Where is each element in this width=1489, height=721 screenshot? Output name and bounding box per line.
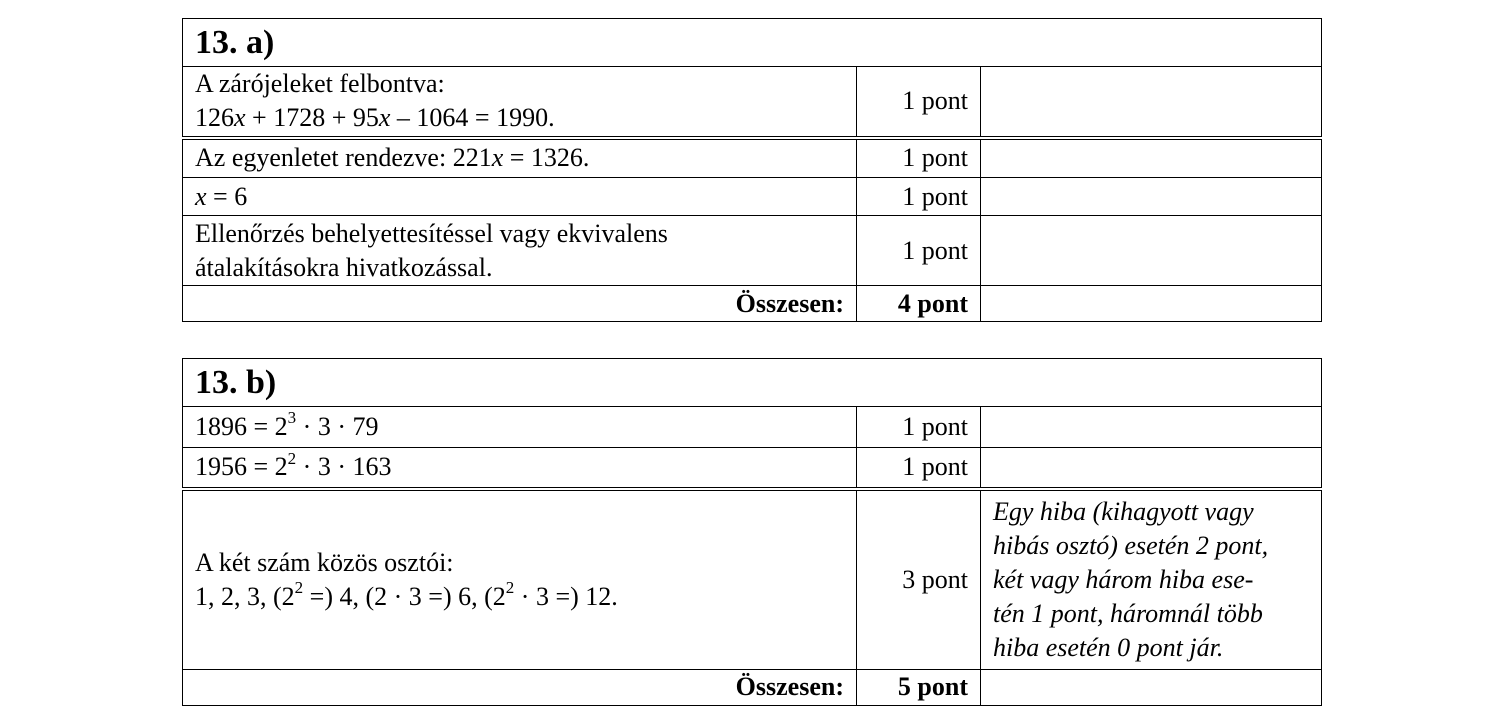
row-text: x = 6: [183, 178, 857, 216]
points-cell: 1 pont: [857, 216, 981, 286]
points-cell: 1 pont: [857, 448, 981, 489]
row-text-line1: A két szám közös osztói:: [195, 547, 454, 577]
table-row: [183, 489, 1322, 670]
row-text-line1: Ellenőrzés behelyettesítéssel vagy ekvivalens: [195, 218, 668, 248]
section-title: 13. b): [183, 359, 1322, 407]
note-cell: [981, 138, 1322, 178]
row-text-line2: 126x + 1728 + 95x – 1064 = 1990.: [195, 103, 555, 133]
note-cell: [981, 178, 1322, 216]
points-cell: 3 pont: [857, 489, 981, 670]
total-points: 4 pont: [857, 286, 981, 322]
total-points: 5 pont: [857, 669, 981, 705]
note-cell: [981, 407, 1322, 448]
table-row: [183, 448, 1322, 489]
points-cell: 1 pont: [857, 178, 981, 216]
note-cell: [981, 286, 1322, 322]
table-row: [183, 67, 1322, 138]
scoring-table-13a: [182, 18, 1322, 322]
table-row: [183, 178, 1322, 216]
note-line: hiba esetén 0 pont jár.: [993, 632, 1224, 662]
row-text: Az egyenletet rendezve: 221x = 1326.: [183, 138, 857, 178]
note-cell: [981, 448, 1322, 489]
note-line: hibás osztó) esetén 2 pont,: [993, 530, 1269, 560]
points-cell: 1 pont: [857, 138, 981, 178]
note-cell: [981, 489, 1322, 670]
note-cell: [981, 67, 1322, 138]
note-cell: [981, 669, 1322, 705]
row-text: $1896 = 2^3 \cdot 3 \cdot 79$: [183, 407, 857, 448]
row-text-line2: átalakításokra hivatkozással.: [195, 252, 493, 282]
scoring-table-13b: [182, 358, 1322, 706]
note-line: két vagy három hiba ese-: [993, 564, 1254, 594]
table-row: [183, 216, 1322, 286]
note-line: Egy hiba (kihagyott vagy: [993, 496, 1254, 526]
section-title: 13. a): [183, 19, 1322, 67]
points-cell: 1 pont: [857, 407, 981, 448]
table-row: [183, 138, 1322, 178]
points-cell: 1 pont: [857, 67, 981, 138]
total-label: Összesen:: [183, 669, 857, 705]
total-row: [183, 286, 1322, 322]
table-row: [183, 407, 1322, 448]
note-line: tén 1 pont, háromnál több: [993, 598, 1263, 628]
total-row: [183, 669, 1322, 705]
row-text-line2: 1, 2, 3, ($2^2$ =) 4, (2 · 3 =) 6, ($2^2 \cdot 3$ =) 12.: [195, 577, 618, 611]
total-label: Összesen:: [183, 286, 857, 322]
row-text: $1956 = 2^2 \cdot 3 \cdot 163$: [183, 448, 857, 489]
row-text-line1: A zárójeleket felbontva:: [195, 69, 445, 99]
note-cell: [981, 216, 1322, 286]
